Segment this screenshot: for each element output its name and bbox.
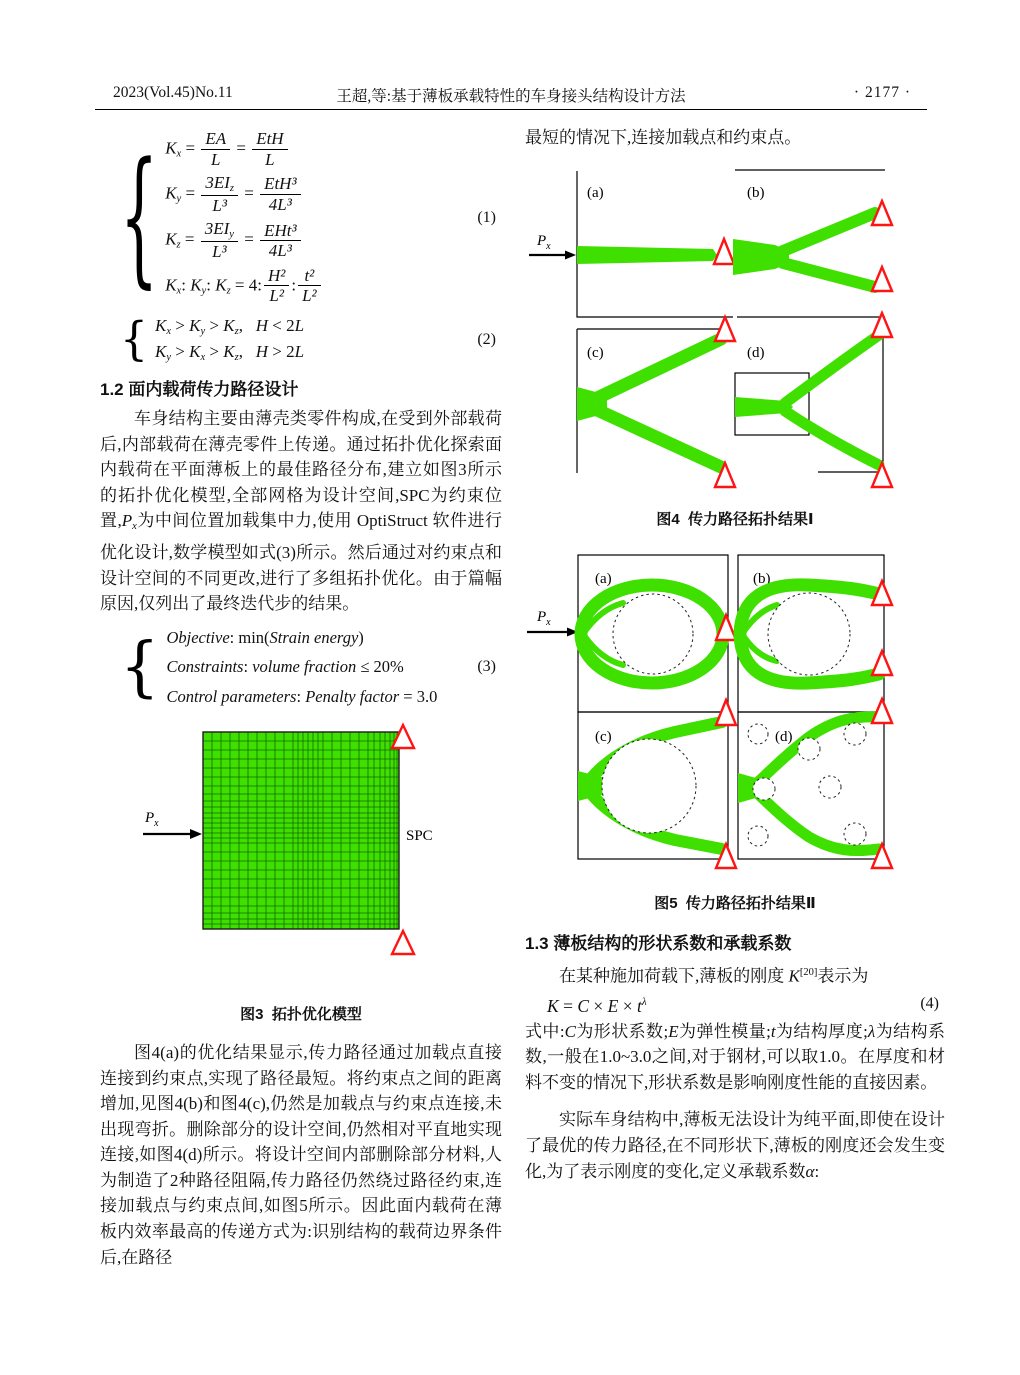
page-header: [95, 84, 927, 110]
figure4-graphic: [525, 167, 945, 499]
equation-number: (3): [477, 658, 496, 676]
void-circle: [748, 826, 768, 846]
figure5-load-path-results-2: [525, 549, 945, 888]
constraint-triangle-icon: [872, 651, 892, 675]
panel-a-label: (a): [587, 184, 604, 201]
void-circle: [844, 823, 866, 845]
panel-b-label: (b): [753, 570, 771, 587]
equation-4: [525, 989, 945, 1019]
section-1-2-heading: 1.2 面内载荷传力路径设计: [100, 380, 299, 400]
constraint-triangle-icon: [392, 931, 414, 954]
load-path-shape: [783, 213, 875, 251]
load-arrow-head-icon: [565, 250, 576, 259]
equation-line: Kx = $\frac{EA}{L}$ = $\frac{\text{EtH}}{L}$: [165, 129, 322, 170]
load-arrow-head-icon: [190, 829, 202, 839]
void-circle: [753, 778, 775, 800]
equation-line: $K = C \times E \times t^\lambda$: [547, 995, 647, 1016]
equation-number: (1): [477, 208, 496, 226]
equation-line: Kx > Ky > Kz, H < 2L: [155, 315, 305, 337]
load-path-shape: [783, 263, 875, 287]
load-path-shape: [785, 411, 879, 465]
journal-issue: 2023(Vol.45)No.11: [113, 84, 233, 101]
figure5-caption: 图5 传力路径拓扑结果Ⅱ: [654, 894, 816, 912]
void-circle: [768, 593, 850, 675]
equation-number: (2): [477, 330, 496, 348]
equation-line: Ky > Kx > Kz, H > 2L: [155, 342, 305, 364]
section-1-3-heading: 1.3 薄板结构的形状系数和承载系数: [525, 933, 792, 953]
load-label: $P_x$: [537, 608, 551, 628]
equation-number: (4): [920, 994, 939, 1012]
void-circle: [844, 723, 866, 745]
constraint-triangle-icon: [872, 267, 892, 291]
panel-b-label: (b): [747, 184, 765, 201]
panel-d-label: (d): [747, 344, 765, 361]
figure4-caption: 图4 传力路径拓扑结果Ⅰ: [656, 510, 814, 528]
constraint-triangle-icon: [872, 699, 892, 723]
load-path-shape: [577, 246, 717, 264]
panel-c-label: (c): [595, 728, 612, 745]
load-path-shape: [785, 335, 879, 403]
equation-line: Control parameters: Penalty factor = 3.0: [166, 686, 438, 706]
equation-2-rows: [155, 315, 304, 365]
equation-line: Objective: min(Strain energy): [166, 627, 364, 647]
void-circle: [819, 776, 841, 798]
void-circle: [748, 724, 768, 744]
load-path-shape: [733, 239, 789, 275]
design-space-mesh: [203, 732, 399, 929]
equation-3: { Objective: min(Strain energy) Constraints: volume fraction ≤ 20% Control parameters: Penalty factor = 3.0 (3): [100, 625, 502, 710]
void-circle: [613, 594, 693, 674]
void-circle: [602, 739, 696, 833]
equation-line: Kx: Ky: Kz = 4: $\frac{\text{H²}}{\text{L²}}$ : $\frac{\text{t²}}{\text{L²}}$: [165, 266, 322, 307]
equation-line: Kz = $\frac{\text{3EIy}}{\text{L³}}$ = $\frac{\text{EHt³}}{\text{4L³}}$: [165, 219, 322, 262]
panel-a-label: (a): [595, 570, 612, 587]
equation-2: { Kx > Ky > Kz, H < 2L Ky > Kx > Kz, H > 2L (2): [100, 315, 502, 365]
left-column: [100, 125, 502, 1270]
section-1-2-paragraph-2: 图4(a)的优化结果显示,传力路径通过加载点直接连接到约束点,实现了路径最短。将约束点之间的距离增加,见图4(b)和图4(c),仍然是加载点与约束点连接,未出现弯折。删除部分的设计空间,仍然相对平直地实现连接,如图4(d)所示。将设计空间内部删除部分材料,人为制造了2种路径阻隔,传力路径仍然绕过路径约束,连接加载点与约束点间,如图5所示。因此面内载荷在薄板内效率最高的传递方式为:识别结构的载荷边界条件后,在路径: [100, 1042, 502, 1267]
page-number: · 2177 ·: [853, 84, 911, 101]
continuation-line: 最短的情况下,连接加载点和约束点。: [525, 128, 802, 147]
load-path-shape: [595, 409, 721, 467]
section-1-2-paragraph: 车身结构主要由薄壳类零件构成,在受到外部载荷后,内部载荷在薄壳零件上传递。通过拓扑优化探索面内载荷在平面薄板上的最佳路径分布,建立如图3所示的拓扑优化模型,全部网格为设计空间,SPC为约束位置,Px为中间位置加载集中力,使用 OptiStruct 软件进行优化设计,数学模型如式(3)所示。然后通过对约束点和设计空间的不同更改,进行了多组拓扑优化。由于篇幅原因,仅列出了最终迭代步的结果。: [100, 409, 502, 614]
void-circle: [798, 738, 820, 760]
load-label: $P_x$: [537, 232, 551, 252]
panel-c-label: (c): [587, 344, 604, 361]
right-column: [525, 125, 945, 1184]
equation-1-rows: [165, 129, 322, 307]
section-1-3-paragraph-3: 实际车身结构中,薄板无法设计为纯平面,即使在设计了最优的传力路径,在不同形状下,薄板的刚度还会发生变化,为了表示刚度的变化,定义承载系数α:: [525, 1110, 945, 1181]
load-label: $P_x$: [145, 809, 159, 829]
section-1-3-paragraph-1: 在某种施加荷载下,薄板的刚度 K[20]表示为: [559, 966, 869, 986]
constraint-triangle-icon: [714, 239, 734, 264]
equation-1: { Kx = $\frac{EA}{L}$ = $\frac{\text{EtH}}{L}$ Ky = $\frac{\text{3EIz}}{\text{L³}}$ = $\frac{\text{EtH³}}{\text{4L³}}$ Kz = $\frac{\text{3EIy}}{\text{L³}}$ = $\frac{\text{EHt³}}{\text{4L³}}$ Kx: Ky: Kz = 4: $\frac{\text{H²}}{\text{L²}}$ : $\frac{\text{t²}}{\text{L²}}$ (1): [100, 129, 502, 307]
load-path-shape: [595, 339, 721, 399]
equation-line: Constraints: volume fraction ≤ 20%: [166, 657, 404, 677]
section-1-3-paragraph-2: 式中:C为形状系数;E为弹性模量;t为结构厚度;λ为结构系数,一般在1.0~3.0之间,对于钢材,可以取1.0。在厚度和材料不变的情况下,形状系数是影响刚度性能的直接因素。: [525, 1021, 945, 1092]
panel-d-label: (d): [775, 728, 793, 745]
running-title: 王超,等:基于薄板承载特性的车身接头结构设计方法: [336, 88, 686, 105]
figure3-graphic: [101, 722, 501, 972]
equation-line: Ky = $\frac{\text{3EIz}}{\text{L³}}$ = $\frac{\text{EtH³}}{\text{4L³}}$: [165, 173, 322, 216]
figure3-topology-model: [100, 722, 502, 977]
figure5-graphic: [525, 549, 945, 883]
figure3-caption: 图3 拓扑优化模型: [240, 1005, 362, 1023]
equation-3-rows: [166, 625, 437, 710]
spc-label: SPC: [406, 827, 433, 844]
figure4-load-path-results-1: [525, 167, 945, 504]
